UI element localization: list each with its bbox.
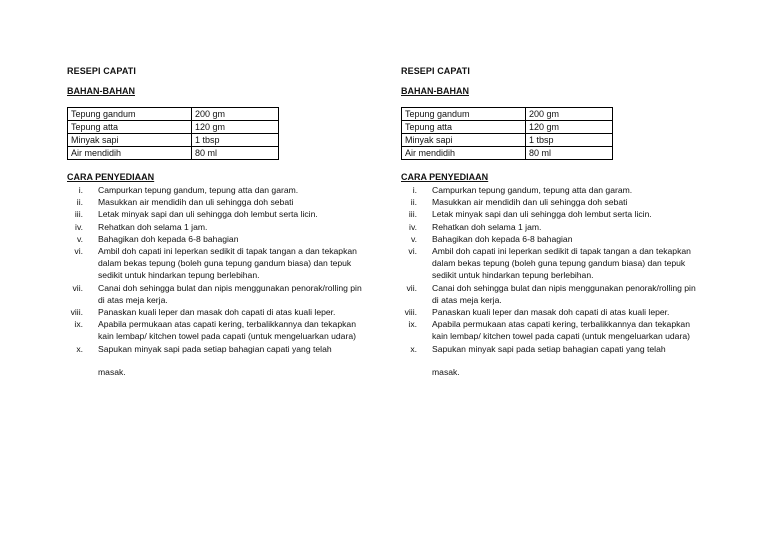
step-text: Campurkan tepung gandum, tepung atta dan garam.	[98, 185, 299, 195]
step-number: i.	[412, 185, 417, 195]
list-item	[67, 221, 367, 233]
ingredient-qty: 200 gm	[526, 108, 613, 121]
step-number: vi.	[408, 246, 417, 257]
step-text: Letak minyak sapi dan uli sehingga doh lembut serta licin.	[432, 209, 652, 220]
step-text: Campurkan tepung gandum, tepung atta dan garam.	[432, 185, 633, 195]
step-text-wrap	[98, 343, 367, 378]
recipe-title: RESEPI CAPATI	[401, 66, 470, 76]
ingredient-qty: 120 gm	[192, 121, 279, 134]
ingredient-qty: 1 tbsp	[526, 134, 613, 147]
step-number: v.	[410, 233, 417, 244]
list-item	[401, 233, 701, 245]
list-item	[401, 343, 701, 378]
step-number: x.	[76, 343, 83, 354]
list-item	[401, 282, 701, 306]
step-text: Sapukan minyak sapi pada setiap bahagian capati yang telah	[98, 343, 332, 354]
table-row	[402, 121, 613, 134]
step-text: Sapukan minyak sapi pada setiap bahagian capati yang telah	[432, 343, 666, 354]
step-text-wrap	[432, 343, 701, 378]
table-row	[402, 134, 613, 147]
ingredient-qty: 120 gm	[526, 121, 613, 134]
list-item	[67, 245, 367, 282]
table-row	[68, 147, 279, 160]
table-row	[402, 147, 613, 160]
ingredients-heading: BAHAN-BAHAN	[67, 86, 135, 96]
step-text-tail: masak.	[432, 366, 460, 377]
ingredient-name: Tepung gandum	[402, 108, 526, 121]
ingredients-heading: BAHAN-BAHAN	[401, 86, 469, 96]
step-text: Canai doh sehingga bulat dan nipis menggunakan penorak/rolling pin di atas meja kerja.	[432, 282, 696, 305]
ingredient-name: Tepung atta	[402, 121, 526, 134]
table-row	[402, 108, 613, 121]
step-number: vii.	[72, 282, 83, 293]
list-item	[67, 208, 367, 220]
list-item	[401, 245, 701, 282]
step-text: Apabila permukaan atas capati kering, terbalikkannya dan tekapkan kain lembap/ kitchen towel pada capati (untuk mengeluarkan udara)	[432, 319, 690, 342]
step-text: Masukkan air mendidih dan uli sehingga doh sebati	[432, 197, 628, 208]
ingredient-name: Tepung atta	[68, 121, 192, 134]
method-heading: CARA PENYEDIAAN	[67, 172, 155, 182]
list-item	[67, 343, 367, 378]
list-item	[67, 196, 367, 208]
step-number: ii.	[410, 197, 417, 208]
table-row	[68, 108, 279, 121]
list-item	[401, 306, 701, 318]
step-number: iv.	[75, 221, 83, 232]
step-text: Apabila permukaan atas capati kering, terbalikkannya dan tekapkan kain lembap/ kitchen towel pada capati (untuk mengeluarkan udara)	[98, 319, 356, 342]
list-item	[67, 318, 367, 342]
step-text: Bahagikan doh kepada 6-8 bahagian	[432, 233, 573, 244]
step-number: i.	[78, 185, 83, 195]
step-text: Letak minyak sapi dan uli sehingga doh lembut serta licin.	[98, 209, 318, 220]
table-row	[68, 121, 279, 134]
step-number: iii.	[408, 209, 417, 220]
ingredient-name: Tepung gandum	[68, 108, 192, 121]
step-text: Rehatkan doh selama 1 jam.	[432, 221, 542, 232]
method-heading: CARA PENYEDIAAN	[401, 172, 489, 182]
ingredient-qty: 1 tbsp	[192, 134, 279, 147]
ingredient-name: Air mendidih	[68, 147, 192, 160]
step-number: vii.	[406, 282, 417, 293]
list-item	[67, 184, 367, 196]
step-text: Rehatkan doh selama 1 jam.	[98, 221, 208, 232]
step-number: vi.	[74, 246, 83, 257]
ingredient-name: Air mendidih	[402, 147, 526, 160]
ingredient-name: Minyak sapi	[402, 134, 526, 147]
step-number: ix.	[408, 319, 417, 330]
ingredients-table	[401, 107, 613, 160]
step-number: iv.	[409, 221, 417, 232]
ingredient-qty: 80 ml	[526, 147, 613, 160]
step-number: viii.	[404, 307, 417, 318]
list-item	[67, 306, 367, 318]
step-number: x.	[410, 343, 417, 354]
step-text: Bahagikan doh kepada 6-8 bahagian	[98, 233, 239, 244]
step-number: ix.	[74, 319, 83, 330]
list-item	[401, 184, 701, 196]
step-number: v.	[76, 233, 83, 244]
steps-list	[401, 184, 701, 378]
step-text: Ambil doh capati ini leperkan sedikit di tapak tangan a dan tekapkan dalam bekas tepung (boleh guna tepung gandum biasa) dan tepuk sedikit untuk hindarkan tepung berlebihan.	[432, 246, 691, 281]
step-text: Panaskan kuali leper dan masak doh capati di atas kuali leper.	[98, 307, 336, 318]
step-text: Canai doh sehingga bulat dan nipis menggunakan penorak/rolling pin di atas meja kerja.	[98, 282, 362, 305]
ingredients-table	[67, 107, 279, 160]
recipe-title: RESEPI CAPATI	[67, 66, 136, 76]
steps-list	[67, 184, 367, 378]
step-text: Panaskan kuali leper dan masak doh capati di atas kuali leper.	[432, 307, 670, 318]
step-text: Ambil doh capati ini leperkan sedikit di tapak tangan a dan tekapkan dalam bekas tepung (boleh guna tepung gandum biasa) dan tepuk sedikit untuk hindarkan tepung berlebihan.	[98, 246, 357, 281]
list-item	[67, 282, 367, 306]
table-row	[68, 134, 279, 147]
list-item	[401, 208, 701, 220]
step-number: viii.	[70, 307, 83, 318]
list-item	[67, 233, 367, 245]
step-number: ii.	[76, 197, 83, 208]
step-number: iii.	[74, 209, 83, 220]
step-text: Masukkan air mendidih dan uli sehingga doh sebati	[98, 197, 294, 208]
ingredient-qty: 80 ml	[192, 147, 279, 160]
list-item	[401, 318, 701, 342]
list-item	[401, 196, 701, 208]
ingredient-qty: 200 gm	[192, 108, 279, 121]
list-item	[401, 221, 701, 233]
step-text-tail: masak.	[98, 366, 126, 377]
ingredient-name: Minyak sapi	[68, 134, 192, 147]
